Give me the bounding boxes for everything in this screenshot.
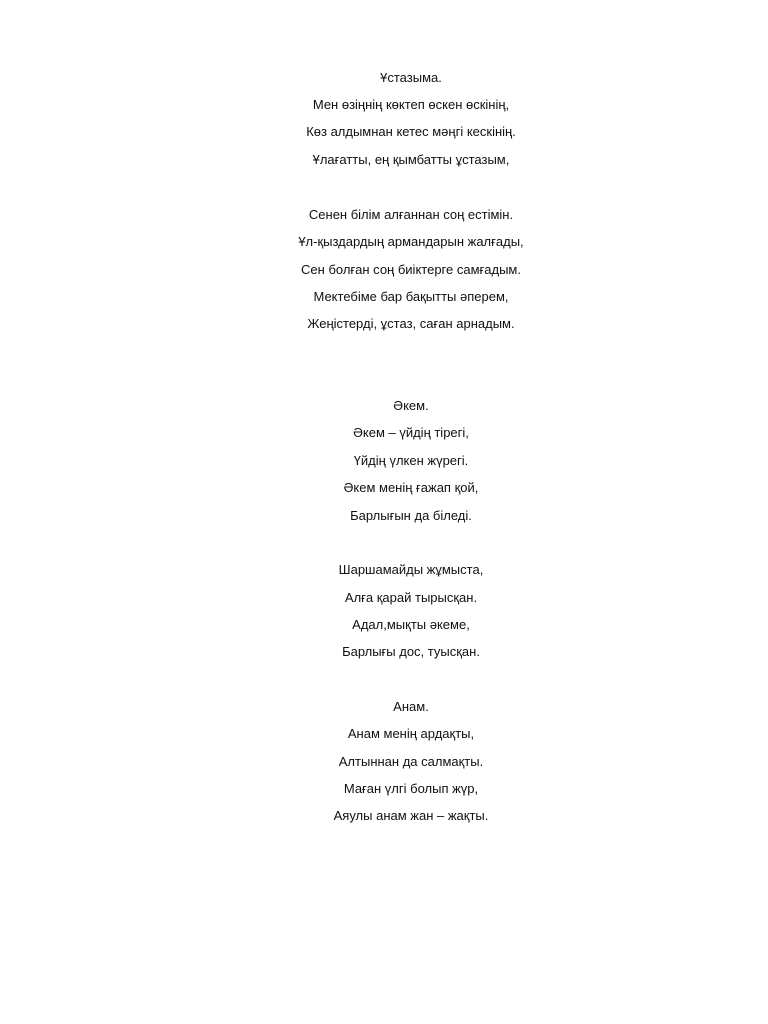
poem-line: Әкем менің ғажап қой, xyxy=(343,480,479,495)
poem-line: Ұл-қыздардың армандарын жалғады, xyxy=(298,234,524,249)
poem-line: Алтыннан да салмақты. xyxy=(338,754,484,769)
poem-title: Әкем. xyxy=(393,398,429,413)
poem-line: Әкем – үйдің тірегі, xyxy=(353,425,469,440)
poem-line: Анам менің ардақты, xyxy=(347,726,475,741)
poem-line: Алға қарай тырысқан. xyxy=(344,590,478,605)
poem-line: Барлығын да біледі. xyxy=(350,508,472,523)
poem-line: Сенен білім алғаннан соң естімін. xyxy=(308,207,514,222)
poem-line: Мен өзіңнің көктеп өскен өскінің, xyxy=(312,97,510,112)
poem-line: Барлығы дос, туысқан. xyxy=(342,644,480,659)
poem-line: Шаршамайды жұмыста, xyxy=(338,562,484,577)
poem-line: Адал,мықты әкеме, xyxy=(352,617,470,632)
poem-line: Мектебіме бар бақытты әперем, xyxy=(313,289,509,304)
poem-title: Ұстазыма. xyxy=(380,70,442,85)
poem-line: Маған үлгі болып жүр, xyxy=(343,781,479,796)
poem-title: Анам. xyxy=(393,699,429,714)
poem-line: Сен болған соң биіктерге самғадым. xyxy=(301,262,521,277)
poem-line: Көз алдымнан кетес мәңгі кескінің. xyxy=(306,124,516,139)
poem-line: Жеңістерді, ұстаз, саған арнадым. xyxy=(307,316,515,331)
poem-line: Үйдің үлкен жүрегі. xyxy=(353,453,469,468)
poem-line: Ұлағатты, ең қымбатты ұстазым, xyxy=(312,152,510,167)
poem-line: Аяулы анам жан – жақты. xyxy=(333,808,489,823)
